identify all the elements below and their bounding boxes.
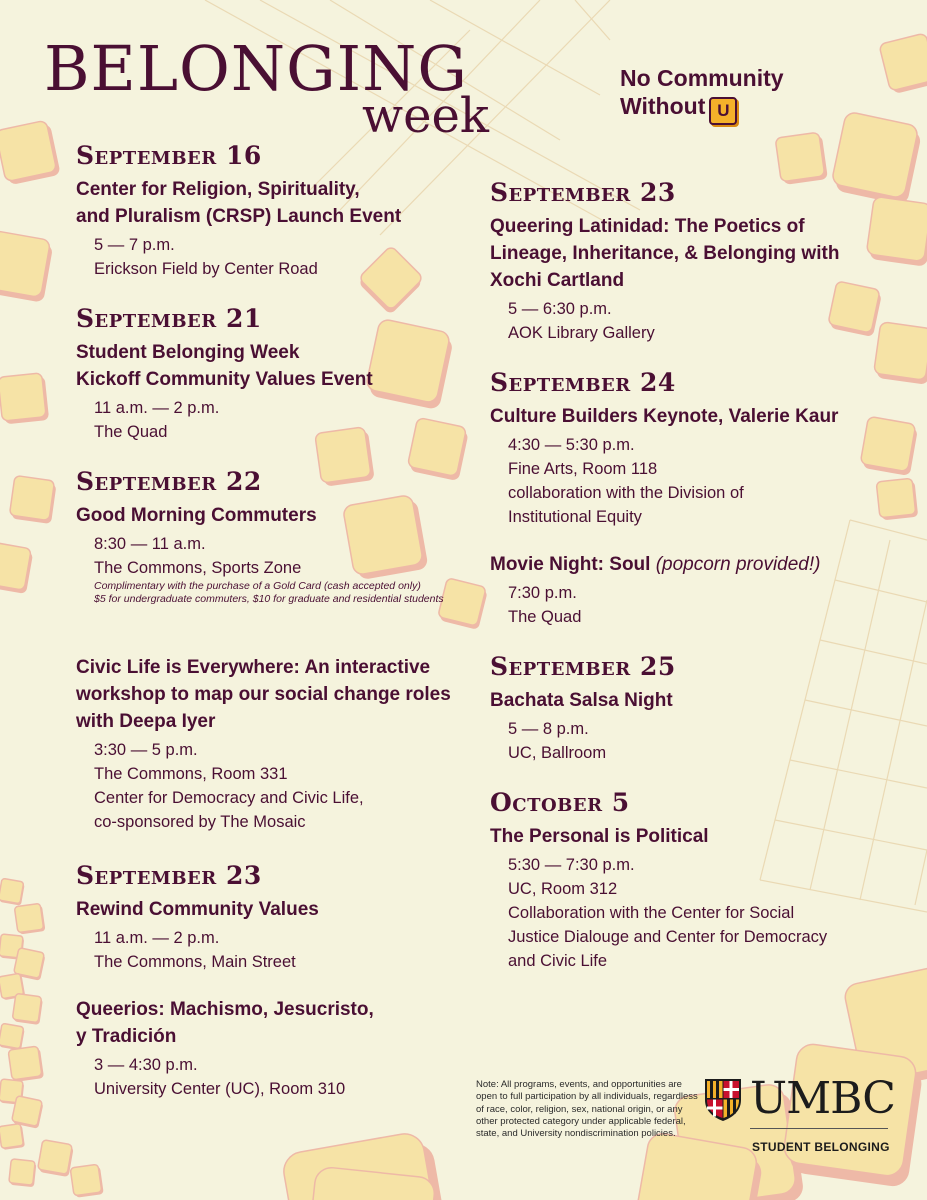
event-detail: collaboration with the Division of	[508, 484, 744, 502]
event-time: 4:30 — 5:30 p.m.	[508, 436, 635, 454]
event-details	[490, 433, 890, 529]
event-details	[76, 532, 476, 606]
day-section	[76, 140, 476, 281]
event-date: September 22	[76, 467, 262, 496]
event-title-text: The Personal is Political	[490, 826, 709, 847]
event-time: 5 — 6:30 p.m.	[508, 300, 612, 318]
event-title-text: Student Belonging Week	[76, 342, 300, 363]
event	[76, 176, 476, 281]
event-location: The Commons, Room 331	[94, 765, 288, 783]
tagline-line-1: No Community	[620, 65, 784, 91]
event-title-text: with Deepa Iyer	[76, 711, 216, 732]
event-time: 5 — 7 p.m.	[94, 236, 175, 254]
event-date: September 23	[76, 861, 262, 890]
event-details	[76, 1053, 476, 1101]
event-title	[76, 996, 476, 1023]
day-section	[76, 466, 476, 834]
event-time: 11 a.m. — 2 p.m.	[94, 929, 220, 947]
logo-divider	[750, 1128, 888, 1129]
event-detail: Center for Democracy and Civic Life,	[94, 789, 364, 807]
event-location: The Commons, Sports Zone	[94, 559, 302, 577]
page-subtitle: week	[362, 88, 489, 144]
event-time: 7:30 p.m.	[508, 584, 577, 602]
event-detail: Justice Dialouge and Center for Democracy	[508, 928, 828, 946]
event	[76, 654, 476, 834]
event-location: Erickson Field by Center Road	[94, 260, 318, 278]
event-location: Fine Arts, Room 118	[508, 460, 658, 478]
event-date: September 25	[490, 652, 676, 681]
event-title-text: Queerios: Machismo, Jesucristo,	[76, 999, 374, 1020]
event-title	[76, 339, 476, 366]
event	[76, 339, 476, 444]
day-section	[76, 303, 476, 444]
event-detail: Collaboration with the Center for Social	[508, 904, 795, 922]
event-title-text: Bachata Salsa Night	[490, 690, 673, 711]
event-fine-print: $5 for undergraduate commuters, $10 for graduate and residential students	[94, 593, 444, 605]
event-title	[76, 203, 476, 230]
event-fine-print: Complimentary with the purchase of a Gold Card (cash accepted only)	[94, 580, 421, 592]
event-time: 8:30 — 11 a.m.	[94, 535, 206, 553]
event-detail: and Civic Life	[508, 952, 608, 970]
day-section	[490, 177, 890, 345]
event-title-text: Kickoff Community Values Event	[76, 369, 373, 390]
event	[76, 996, 476, 1101]
tagline-word: Without	[620, 93, 706, 119]
day-section	[76, 860, 476, 1101]
event-date: September 21	[76, 304, 262, 333]
event-location: The Quad	[94, 423, 168, 441]
event-title-note: (popcorn provided!)	[650, 554, 821, 575]
event	[490, 823, 890, 973]
event-location: UC, Ballroom	[508, 744, 607, 762]
event-details	[76, 738, 476, 834]
event-detail: Institutional Equity	[508, 508, 642, 526]
event-details	[490, 581, 890, 629]
event-title-text: Xochi Cartland	[490, 270, 625, 291]
event-time: 5:30 — 7:30 p.m.	[508, 856, 635, 874]
event-title-text: and Pluralism (CRSP) Launch Event	[76, 206, 402, 227]
event-time: 5 — 8 p.m.	[508, 720, 589, 738]
event-details	[76, 233, 476, 281]
event-title-text: Center for Religion, Spirituality,	[76, 179, 360, 200]
schedule-right-column	[490, 177, 890, 973]
event-title	[76, 366, 476, 393]
event-time: 3:30 — 5 p.m.	[94, 741, 198, 759]
event	[490, 687, 890, 765]
event-title	[490, 240, 890, 267]
department-name: STUDENT BELONGING	[752, 1140, 890, 1154]
event-title	[490, 551, 890, 578]
tagline-line-2	[620, 92, 784, 125]
event-title-text: workshop to map our social change roles	[76, 684, 451, 705]
event	[490, 213, 890, 345]
event-details	[490, 853, 890, 973]
event	[490, 403, 890, 529]
event-details	[76, 396, 476, 444]
event-title	[76, 681, 476, 708]
event-title-text: Good Morning Commuters	[76, 505, 317, 526]
event	[76, 896, 476, 974]
event-title-text: y Tradición	[76, 1026, 177, 1047]
day-section	[490, 787, 890, 973]
event	[490, 551, 890, 629]
event-detail: co-sponsored by The Mosaic	[94, 813, 306, 831]
event-title	[76, 896, 476, 923]
event-title-text: Movie Night: Soul	[490, 554, 651, 575]
event-title-text: Lineage, Inheritance, & Belonging with	[490, 243, 840, 264]
event-time: 3 — 4:30 p.m.	[94, 1056, 198, 1074]
event-title-text: Civic Life is Everywhere: An interactive	[76, 657, 431, 678]
event-title	[490, 823, 890, 850]
tagline	[620, 64, 784, 125]
u-badge-icon: U	[709, 97, 737, 125]
event-location: The Commons, Main Street	[94, 953, 296, 971]
day-section	[490, 651, 890, 765]
event-date: September 24	[490, 368, 676, 397]
event-title	[490, 213, 890, 240]
event-title	[490, 403, 890, 430]
event-location: University Center (UC), Room 310	[94, 1080, 346, 1098]
page-title: BELONGING	[44, 32, 468, 105]
event-date: October 5	[490, 788, 630, 817]
day-section	[490, 367, 890, 629]
event-title-text: Culture Builders Keynote, Valerie Kaur	[490, 406, 839, 427]
event	[76, 502, 476, 606]
event-time: 11 a.m. — 2 p.m.	[94, 399, 220, 417]
event-title	[76, 1023, 476, 1050]
nondiscrimination-note: Note: All programs, events, and opportunities are open to full participation by all individuals, regardless of race, color, religion, sex, national origin, or any other protected category under applicable federal, state, and University nondiscrimination policies.	[476, 1079, 698, 1140]
event-title	[76, 654, 476, 681]
event-title	[76, 708, 476, 735]
event-title	[76, 502, 476, 529]
event-location: UC, Room 312	[508, 880, 618, 898]
event-date: September 16	[76, 141, 262, 170]
event-details	[490, 717, 890, 765]
schedule-left-column	[76, 140, 476, 1101]
event-title-text: Rewind Community Values	[76, 899, 319, 920]
event-details	[76, 926, 476, 974]
maryland-shield-icon	[704, 1078, 742, 1122]
event-details	[490, 297, 890, 345]
event-title	[490, 267, 890, 294]
event-title-text: Queering Latinidad: The Poetics of	[490, 216, 805, 237]
event-location: AOK Library Gallery	[508, 324, 655, 342]
event-location: The Quad	[508, 608, 582, 626]
event-date: September 23	[490, 178, 676, 207]
event-title	[76, 176, 476, 203]
event-title	[490, 687, 890, 714]
umbc-wordmark: UMBC	[750, 1073, 895, 1124]
